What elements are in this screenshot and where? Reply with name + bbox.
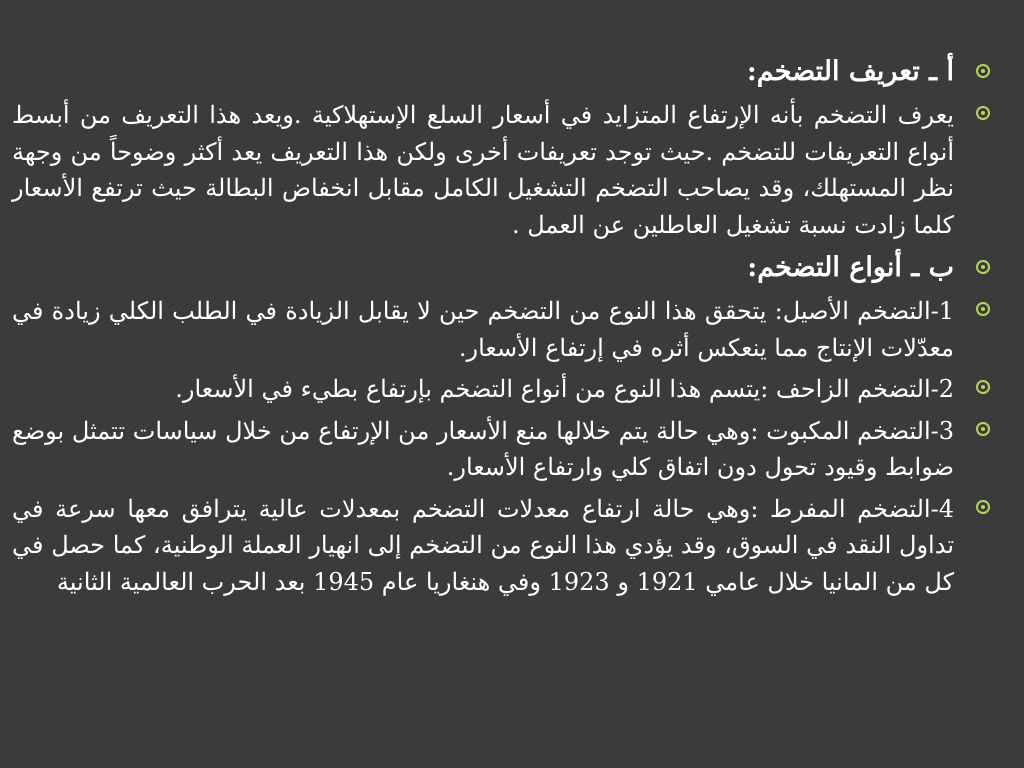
paragraph-type-2 (12, 371, 990, 408)
bullet-text: 3-التضخم المكبوت :وهي حالة يتم خلالها منع الأسعار من الإرتفاع من خلال سياسات تتمثل بوضع ضوابط وقيود تحول دون اتفاق كلي وارتفاع الأسعار. (12, 416, 955, 481)
circle-bullet-icon (976, 500, 990, 514)
bullet-text: أ ـ تعريف التضخم: (746, 56, 954, 87)
bullet-text: 1-التضخم الأصيل: يتحقق هذا النوع من التضخم حين لا يقابل الزيادة في الطلب الكلي زيادة في معدّلات الإنتاج مما ينعكس أثره في إرتفاع الأسعار. (12, 297, 954, 362)
circle-bullet-icon (976, 64, 990, 78)
paragraph-type-4 (12, 491, 990, 601)
circle-bullet-icon (976, 106, 990, 120)
heading-types (12, 248, 990, 288)
bullet-list (12, 52, 990, 605)
heading-definition (12, 52, 990, 92)
circle-bullet-icon (976, 422, 990, 436)
circle-bullet-icon (976, 260, 990, 274)
circle-bullet-icon (976, 380, 990, 394)
bullet-text: ب ـ أنواع التضخم: (747, 252, 954, 283)
bullet-text: 2-التضخم الزاحف :يتسم هذا النوع من أنواع التضخم بإرتفاع بطيء في الأسعار. (175, 375, 954, 403)
bullet-text: يعرف التضخم بأنه الإرتفاع المتزايد في أسعار السلع الإستهلاكية .ويعد هذا التعريف من أبسط أنواع التعريفات للتضخم .حيث توجد تعريفات أخرى ولكن هذا التعريف يعد أكثر وضوحاً من وجهة نظر المستهلك، وقد يصاحب التضخم التشغيل الكامل مقابل انخفاض البطالة حيث ترتفع الأسعار كلما زادت نسبة تشغيل العاطلين عن العمل . (12, 101, 954, 239)
circle-bullet-icon (976, 302, 990, 316)
paragraph-definition (12, 97, 990, 243)
paragraph-type-1 (12, 293, 990, 366)
bullet-text: 4-التضخم المفرط :وهي حالة ارتفاع معدلات التضخم بمعدلات عالية يترافق معها سرعة في تداول النقد في السوق، وقد يؤدي هذا النوع من التضخم إلى انهيار العملة الوطنية، كما حصل في كل من المانيا خلال عامي 1921 و 1923 وفي هنغاريا عام 1945 بعد الحرب العالمية الثانية (12, 494, 954, 596)
paragraph-type-3 (12, 413, 990, 486)
